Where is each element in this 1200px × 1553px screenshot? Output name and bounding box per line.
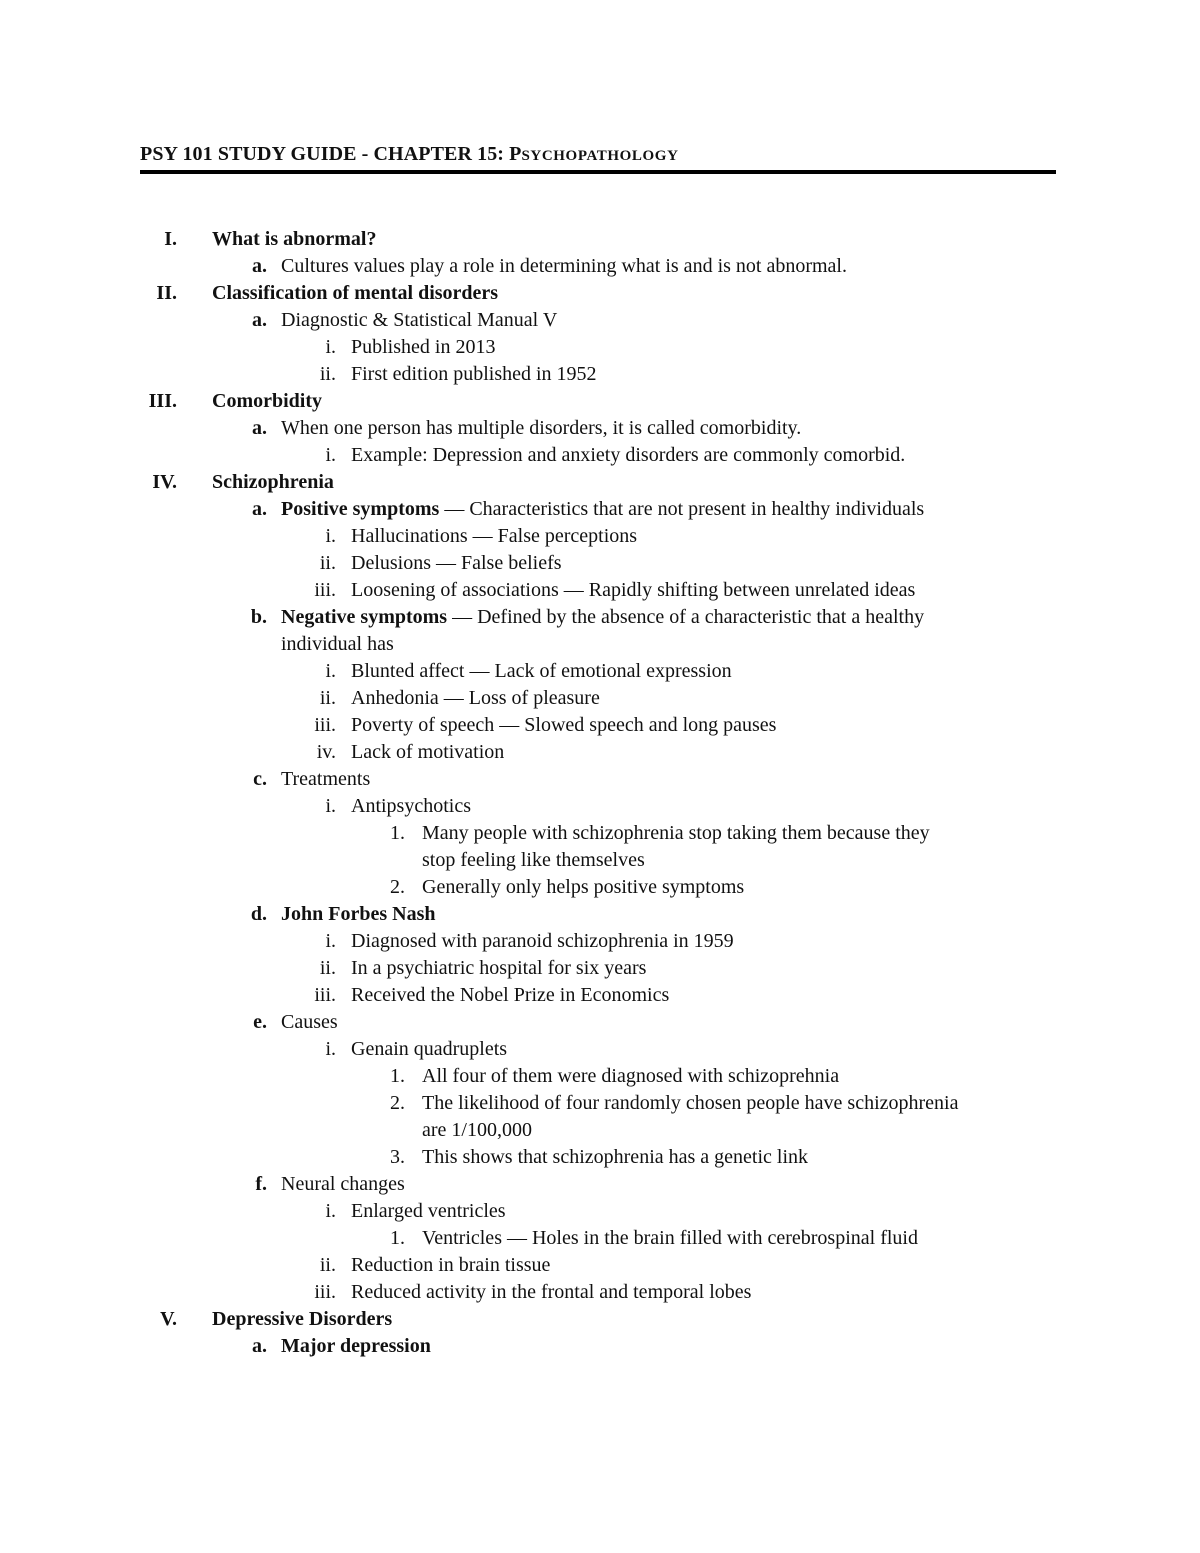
section-heading	[0, 469, 1200, 496]
item-text: Many people with schizophrenia stop taking them because they	[422, 822, 930, 844]
list-item	[0, 793, 1200, 820]
item-text: Antipsychotics	[351, 795, 471, 817]
item-number: 1.	[390, 822, 405, 844]
item-numeral: i.	[325, 444, 336, 466]
list-item	[0, 712, 1200, 739]
item-text: Published in 2013	[351, 336, 496, 358]
list-item	[0, 577, 1200, 604]
term-positive-symptoms: Positive symptoms	[281, 498, 440, 520]
list-item	[0, 1063, 1200, 1090]
item-text: Treatments	[281, 768, 371, 790]
item-numeral: i.	[325, 525, 336, 547]
roman-numeral: I.	[164, 228, 177, 250]
list-item-continuation	[0, 847, 1200, 874]
item-numeral: iv.	[316, 741, 336, 763]
list-item	[0, 1198, 1200, 1225]
item-text: Ventricles — Holes in the brain filled with cerebrospinal fluid	[422, 1227, 918, 1249]
item-text: Poverty of speech — Slowed speech and long pauses	[351, 714, 777, 736]
list-item	[0, 1225, 1200, 1252]
item-text: Hallucinations — False perceptions	[351, 525, 638, 547]
list-item	[0, 604, 1200, 631]
item-letter: c.	[253, 768, 267, 790]
item-numeral: iii.	[314, 714, 336, 736]
item-text: All four of them were diagnosed with schizoprehnia	[422, 1065, 840, 1087]
item-numeral: ii.	[319, 552, 336, 574]
list-item-continuation	[0, 631, 1200, 658]
section-title: Comorbidity	[212, 390, 322, 412]
definition: — Characteristics that are not present in healthy individuals	[439, 498, 925, 520]
item-text: Generally only helps positive symptoms	[422, 876, 745, 898]
item-text: Reduced activity in the frontal and temporal lobes	[351, 1281, 752, 1303]
section-title: What is abnormal?	[212, 228, 377, 250]
list-item	[0, 766, 1200, 793]
item-letter: a.	[252, 1335, 267, 1357]
item-text: Lack of motivation	[351, 741, 505, 763]
item-numeral: i.	[325, 660, 336, 682]
item-numeral: iii.	[314, 1281, 336, 1303]
term-negative-symptoms: Negative symptoms	[281, 606, 448, 628]
roman-numeral: III.	[148, 390, 177, 412]
list-item	[0, 685, 1200, 712]
item-text: Enlarged ventricles	[351, 1200, 506, 1222]
item-letter: f.	[255, 1173, 267, 1195]
list-item	[0, 1171, 1200, 1198]
item-number: 1.	[390, 1227, 405, 1249]
item-text	[281, 604, 924, 631]
item-letter: a.	[252, 309, 267, 331]
item-text: First edition published in 1952	[351, 363, 597, 385]
item-number: 2.	[390, 876, 405, 898]
list-item	[0, 334, 1200, 361]
list-item	[0, 1036, 1200, 1063]
item-numeral: i.	[325, 1200, 336, 1222]
section-heading	[0, 388, 1200, 415]
item-numeral: ii.	[319, 1254, 336, 1276]
item-text: Genain quadruplets	[351, 1038, 508, 1060]
item-text: Cultures values play a role in determining what is and is not abnormal.	[281, 255, 847, 277]
item-text: In a psychiatric hospital for six years	[351, 957, 647, 979]
roman-numeral: II.	[156, 282, 177, 304]
list-item	[0, 1279, 1200, 1306]
list-item	[0, 982, 1200, 1009]
item-letter: e.	[253, 1011, 267, 1033]
list-item	[0, 307, 1200, 334]
section-title: Depressive Disorders	[212, 1308, 393, 1330]
item-text: The likelihood of four randomly chosen people have schizophrenia	[422, 1092, 959, 1114]
item-text: individual has	[281, 633, 394, 655]
item-numeral: iii.	[314, 984, 336, 1006]
list-item	[0, 1333, 1200, 1360]
item-text: are 1/100,000	[422, 1119, 532, 1141]
item-letter: a.	[252, 255, 267, 277]
list-item	[0, 550, 1200, 577]
list-item	[0, 901, 1200, 928]
page-title	[140, 143, 1056, 166]
list-item	[0, 1009, 1200, 1036]
list-item	[0, 874, 1200, 901]
item-text: Major depression	[281, 1335, 431, 1357]
item-letter: d.	[250, 903, 267, 925]
item-number: 1.	[390, 1065, 405, 1087]
item-text: This shows that schizophrenia has a genetic link	[422, 1146, 809, 1168]
item-text: Blunted affect — Lack of emotional expression	[351, 660, 732, 682]
item-text: Diagnostic & Statistical Manual V	[281, 309, 558, 331]
item-numeral: ii.	[319, 687, 336, 709]
title-small-caps: SYCHOPATHOLOGY	[521, 148, 679, 164]
item-text: Example: Depression and anxiety disorders are commonly comorbid.	[351, 444, 906, 466]
item-letter: a.	[252, 498, 267, 520]
item-text: Received the Nobel Prize in Economics	[351, 984, 670, 1006]
item-letter: a.	[252, 417, 267, 439]
roman-numeral: IV.	[152, 471, 177, 493]
outline	[0, 226, 1200, 1360]
item-text: Diagnosed with paranoid schizophrenia in 1959	[351, 930, 734, 952]
roman-numeral: V.	[160, 1308, 177, 1330]
item-text: Neural changes	[281, 1173, 405, 1195]
list-item	[0, 658, 1200, 685]
item-text	[281, 496, 924, 523]
list-item	[0, 1252, 1200, 1279]
item-numeral: i.	[325, 795, 336, 817]
list-item	[0, 442, 1200, 469]
item-numeral: i.	[325, 1038, 336, 1060]
list-item	[0, 928, 1200, 955]
list-item	[0, 415, 1200, 442]
title-underline	[140, 170, 1056, 174]
item-text: Loosening of associations — Rapidly shifting between unrelated ideas	[351, 579, 916, 601]
list-item	[0, 496, 1200, 523]
item-numeral: iii.	[314, 579, 336, 601]
item-letter: b.	[250, 606, 267, 628]
item-text: Delusions — False beliefs	[351, 552, 562, 574]
list-item	[0, 361, 1200, 388]
item-text: stop feeling like themselves	[422, 849, 645, 871]
list-item	[0, 253, 1200, 280]
item-numeral: ii.	[319, 957, 336, 979]
item-text: When one person has multiple disorders, it is called comorbidity.	[281, 417, 802, 439]
item-text: Causes	[281, 1011, 338, 1033]
section-heading	[0, 280, 1200, 307]
section-heading	[0, 226, 1200, 253]
item-numeral: i.	[325, 336, 336, 358]
item-text: John Forbes Nash	[281, 903, 436, 925]
definition: — Defined by the absence of a characteristic that a healthy	[447, 606, 925, 628]
item-number: 3.	[390, 1146, 405, 1168]
item-number: 2.	[390, 1092, 405, 1114]
list-item	[0, 523, 1200, 550]
item-numeral: i.	[325, 930, 336, 952]
section-title: Schizophrenia	[212, 471, 334, 493]
list-item	[0, 1090, 1200, 1117]
section-title: Classification of mental disorders	[212, 282, 499, 304]
list-item-continuation	[0, 1117, 1200, 1144]
item-numeral: ii.	[319, 363, 336, 385]
title-main: PSY 101 STUDY GUIDE - CHAPTER 15: P	[140, 143, 522, 165]
section-heading	[0, 1306, 1200, 1333]
item-text: Anhedonia — Loss of pleasure	[351, 687, 600, 709]
item-text: Reduction in brain tissue	[351, 1254, 551, 1276]
list-item	[0, 739, 1200, 766]
list-item	[0, 1144, 1200, 1171]
list-item	[0, 955, 1200, 982]
list-item	[0, 820, 1200, 847]
